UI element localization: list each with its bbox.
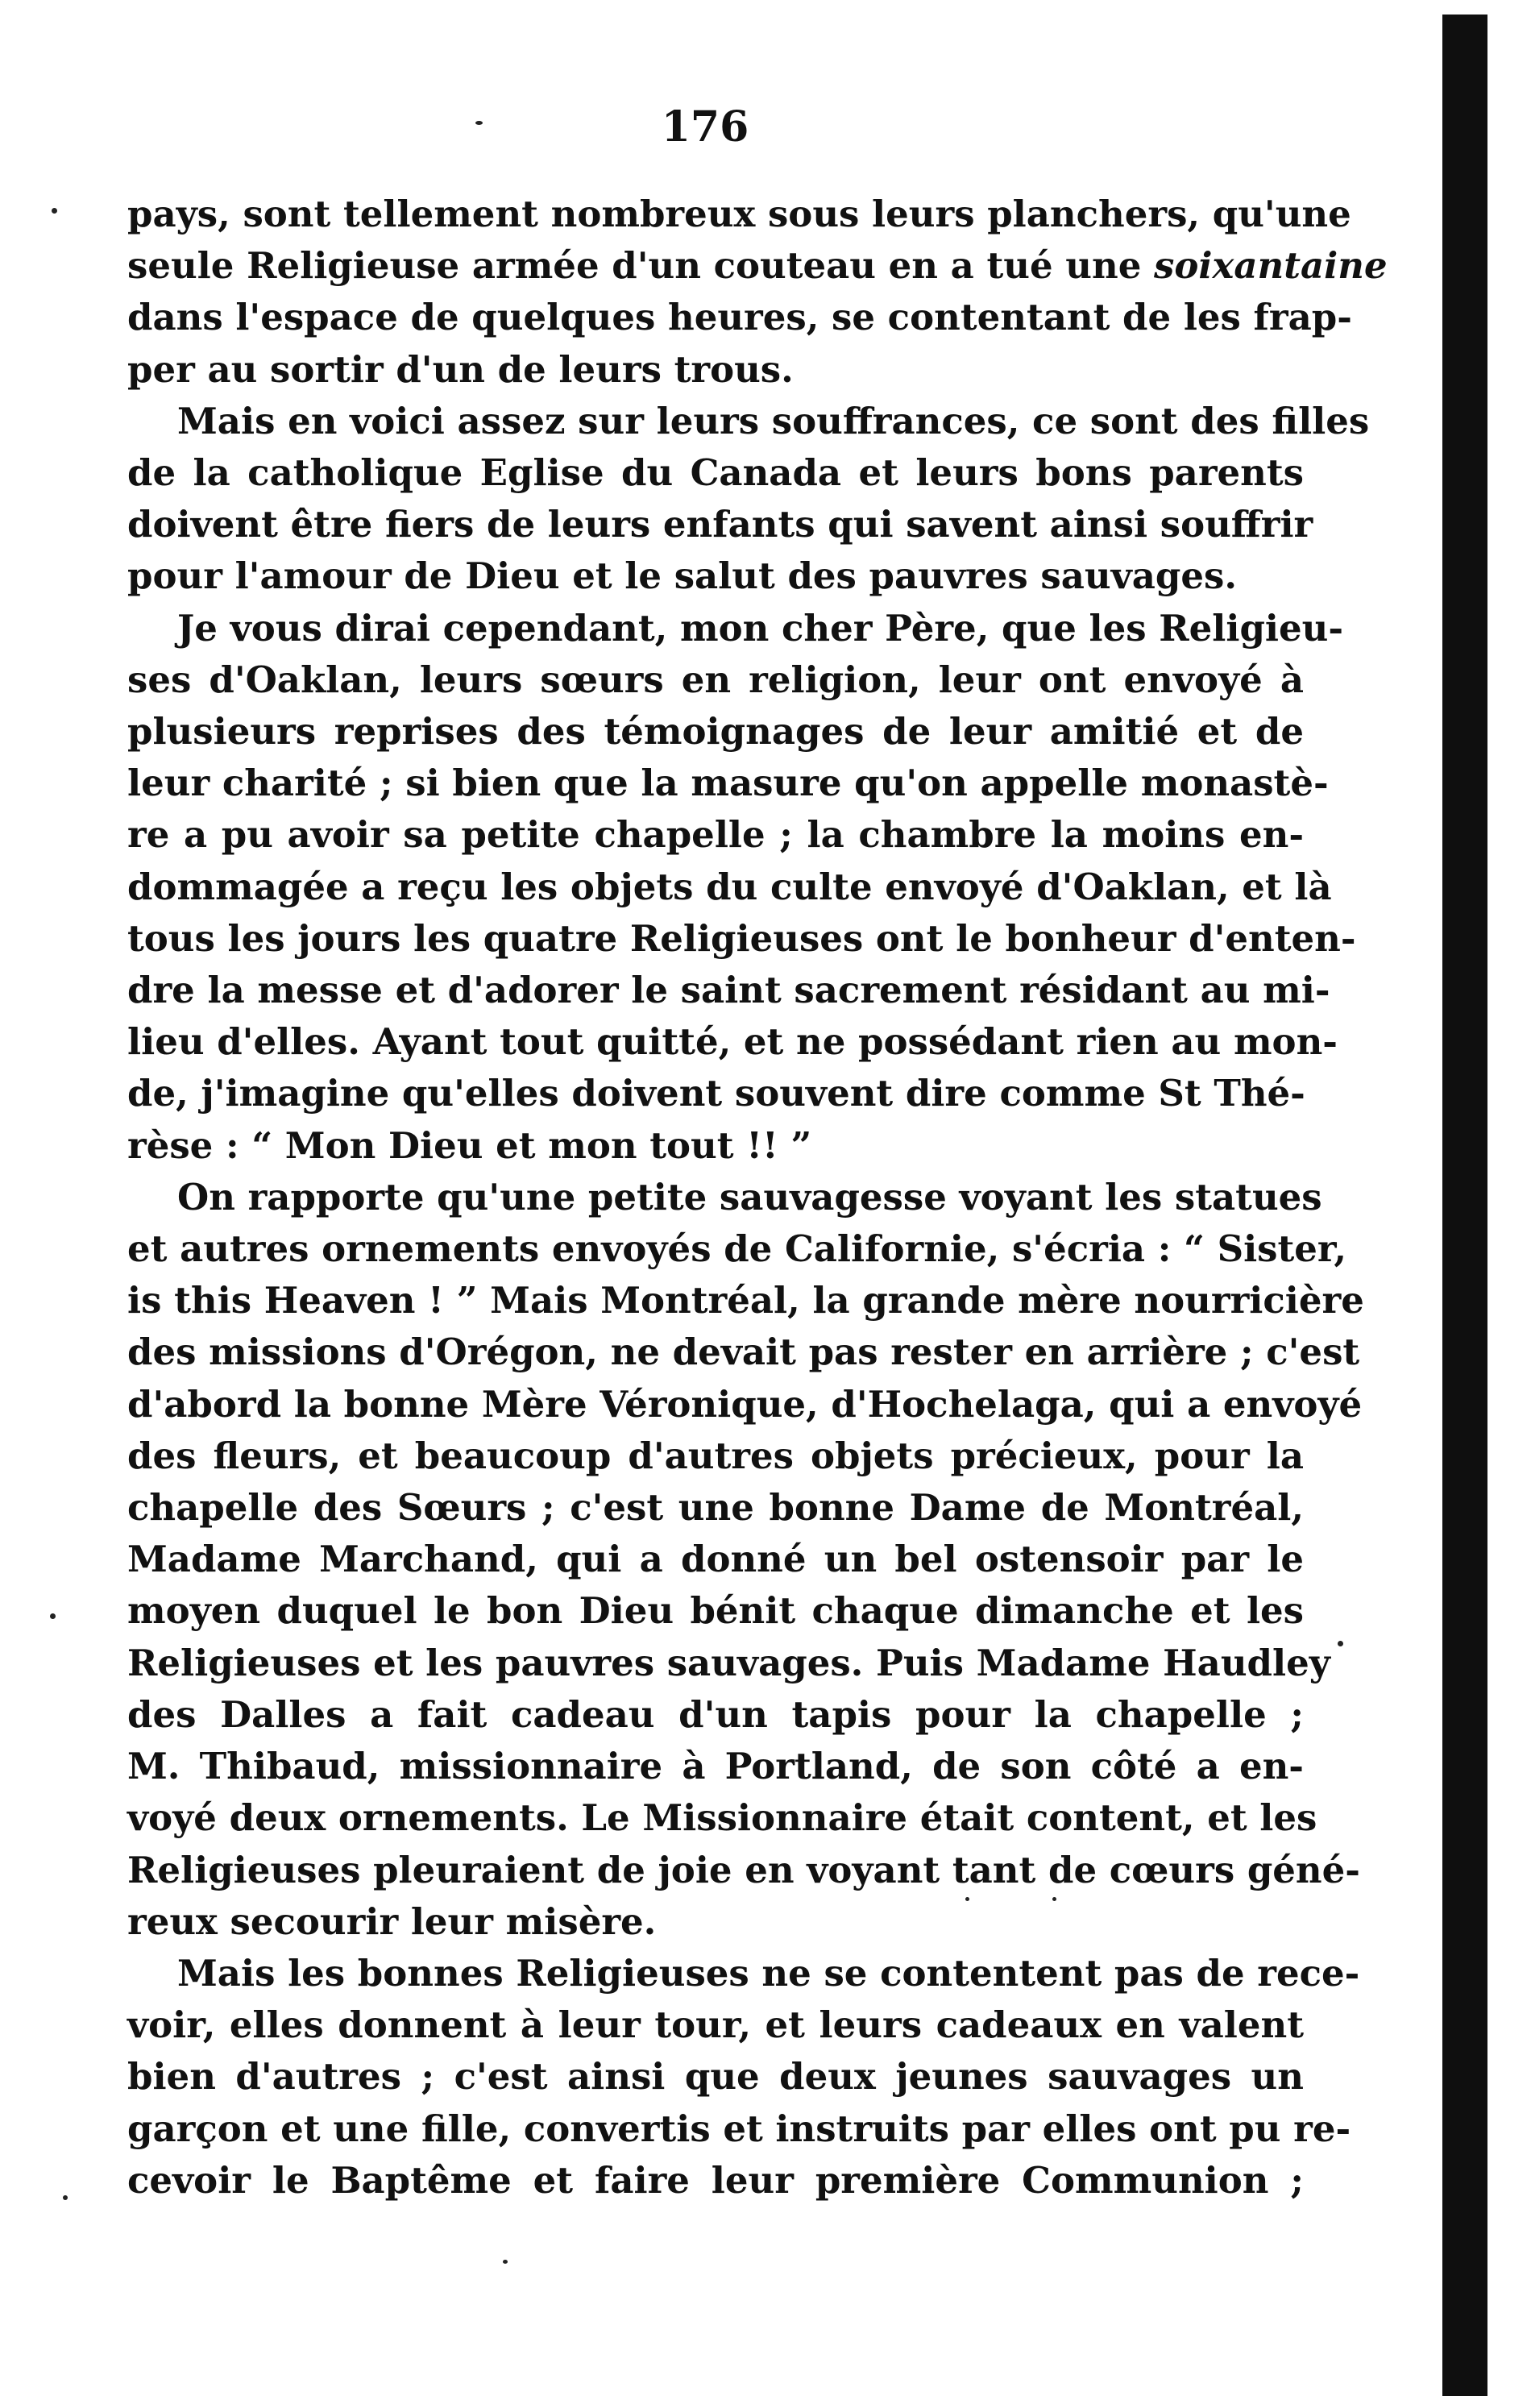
text-line: et autres ornements envoyés de Californie, s'écria : “ Sister, [127,1227,1347,1271]
text-line: des Dalles a fait cadeau d'un tapis pour la chapelle ; [127,1692,1304,1736]
text-line: doivent être fiers de leurs enfants qui savent ainsi souffrir [127,503,1313,546]
text-line: On rapporte qu'une petite sauvagesse voyant les statues [177,1175,1322,1219]
text-line: plusieurs reprises des témoignages de leur amitié et de [127,710,1304,754]
text-line: Je vous dirai cependant, mon cher Père, que les Religieu- [177,606,1344,650]
paragraph-1 [127,189,1388,396]
text-line: Religieuses et les pauvres sauvages. Puis Madame Haudley [127,1641,1330,1684]
text-line: pays, sont tellement nombreux sous leurs planchers, qu'une [127,193,1351,235]
scan-speck [965,1897,969,1901]
text-line: des missions d'Orégon, ne devait pas rester en arrière ; c'est [127,1331,1360,1374]
text-line: garçon et une fille, convertis et instruits par elles ont pu re- [127,2107,1351,2150]
text-line: tous les jours les quatre Religieuses ont le bonheur d'enten- [127,916,1356,960]
text-line: chapelle des Sœurs ; c'est une bonne Dame de Montréal, [127,1486,1304,1530]
page-number: 176 [661,102,749,152]
text-line: cevoir le Baptême et faire leur première Communion ; [127,2158,1304,2202]
text-line: ses d'Oaklan, leurs sœurs en religion, leur ont envoyé à [127,658,1304,701]
text-line: pour l'amour de Dieu et le salut des pauvres sauvages. [127,554,1237,598]
text-line: rèse : “ Mon Dieu et mon tout !! ” [127,1123,812,1167]
text-line: dommagée a reçu les objets du culte envoyé d'Oaklan, et là [127,865,1332,908]
scan-speck [1338,1641,1343,1646]
scan-speck [503,2260,508,2264]
paragraph-5 [127,1948,1360,2207]
text-line: bien d'autres ; c'est ainsi que deux jeunes sauvages un [127,2055,1304,2099]
scan-speck [63,2195,68,2200]
scan-speck [50,1613,56,1619]
text-line: Mais les bonnes Religieuses ne se contentent pas de rece- [177,1951,1360,1995]
text-line: voir, elles donnent à leur tour, et leurs cadeaux en valent [127,2003,1304,2047]
paragraph-3 [127,603,1356,1172]
text-line: Madame Marchand, qui a donné un bel ostensoir par le [127,1538,1304,1581]
body-text [127,189,1388,2207]
paragraph-2 [127,396,1370,603]
text-line: dre la messe et d'adorer le saint sacrement résidant au mi- [127,969,1330,1012]
text-line: re a pu avoir sa petite chapelle ; la chambre la moins en- [127,813,1304,857]
text-line: voyé deux ornements. Le Missionnaire était content, et les [127,1796,1317,1840]
text-line: Religieuses pleuraient de joie en voyant tant de cœurs géné- [127,1848,1360,1891]
text-line: reux secourir leur misère. [127,1899,657,1943]
text-line: M. Thibaud, missionnaire à Portland, de son côté a en- [127,1745,1304,1788]
text-line: per au sortir d'un de leurs trous. [127,347,794,391]
text-line: de la catholique Eglise du Canada et leurs bons parents [127,451,1304,495]
scan-speck [1052,1897,1056,1901]
text-line: leur charité ; si bien que la masure qu'on appelle monastè- [127,762,1329,805]
scan-edge-shadow [1442,15,1487,2396]
text-line: d'abord la bonne Mère Véronique, d'Hochelaga, qui a envoyé [127,1382,1363,1426]
text-line: moyen duquel le bon Dieu bénit chaque dimanche et les [127,1589,1304,1633]
text-line: des fleurs, et beaucoup d'autres objets précieux, pour la [127,1434,1304,1477]
text-line-start: seule Religieuse armée d'un couteau en a tué une [127,244,1155,288]
text-line: Mais en voici assez sur leurs souffrances, ce sont des filles [177,399,1370,442]
paragraph-4 [127,1172,1364,1948]
text-line: de, j'imagine qu'elles doivent souvent dire comme St Thé- [127,1072,1305,1115]
scan-speck [475,121,483,125]
text-line: dans l'espace de quelques heures, se contentant de les frap- [127,296,1352,339]
scan-speck [52,208,57,214]
text-line: is this Heaven ! ” Mais Montréal, la grande mère nourricière [127,1279,1364,1322]
text-line: lieu d'elles. Ayant tout quitté, et ne possédant rien au mon- [127,1020,1338,1064]
text-line [127,240,1388,292]
italic-word: soixantaine [1154,244,1388,288]
